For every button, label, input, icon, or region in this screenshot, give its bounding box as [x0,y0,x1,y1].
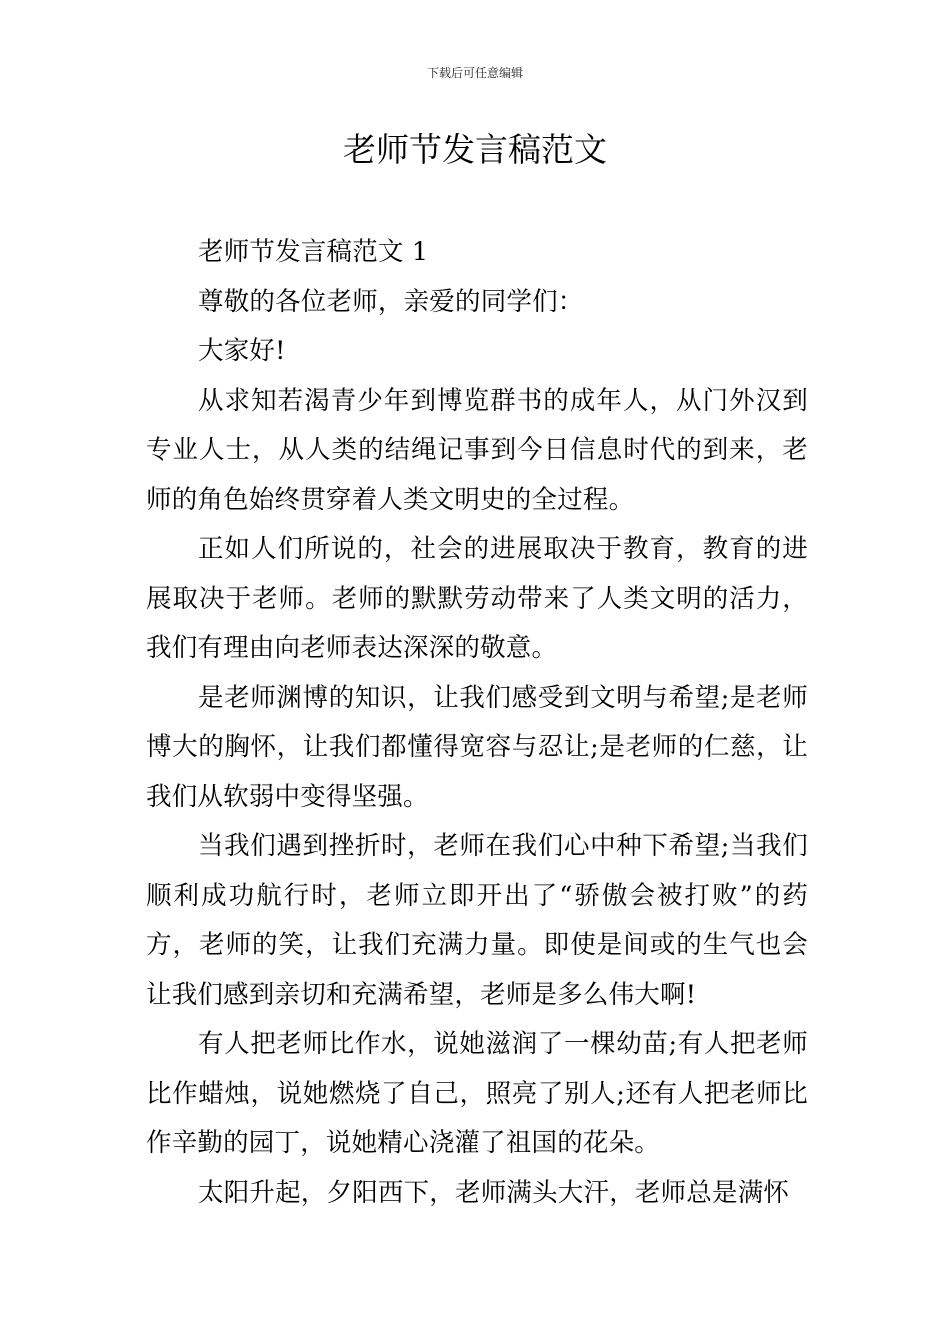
paragraph: 正如人们所说的，社会的进展取决于教育，教育的进展取决于老师。老师的默默劳动带来了人类文明的活力，我们有理由向老师表达深深的敬意。 [146,534,808,663]
header-note: 下载后可任意编辑 [426,66,523,80]
paragraph: 当我们遇到挫折时，老师在我们心中种下希望;当我们顺利成功航行时，老师立即开出了“骄傲会被打败”的药方，老师的笑，让我们充满力量。即使是间或的生气也会让我们感到亲切和充满希望，老师是多么伟大啊! [146,831,808,1010]
paragraph-subtitle: 老师节发言稿范文 1 [198,237,429,267]
document-title: 老师节发言稿范文 [343,130,607,169]
paragraph: 太阳升起，夕阳西下，老师满头大汗，老师总是满怀 [198,1177,790,1208]
paragraph: 有人把老师比作水，说她滋润了一棵幼苗;有人把老师比作蜡烛，说她燃烧了自己，照亮了别人;还有人把老师比作辛勤的园丁，说她精心浇灌了祖国的花朵。 [146,1029,808,1158]
paragraph-greeting: 大家好! [198,336,286,366]
paragraph: 从求知若渴青少年到博览群书的成年人，从门外汉到专业人士，从人类的结绳记事到今日信息时代的到来，老师的角色始终贯穿着人类文明史的全过程。 [146,385,808,515]
paragraph: 是老师渊博的知识，让我们感受到文明与希望;是老师博大的胸怀，让我们都懂得宽容与忍让;是老师的仁慈，让我们从软弱中变得坚强。 [146,682,808,812]
document-body [146,228,808,1218]
paragraph-salutation: 尊敬的各位老师，亲爱的同学们： [198,286,584,317]
